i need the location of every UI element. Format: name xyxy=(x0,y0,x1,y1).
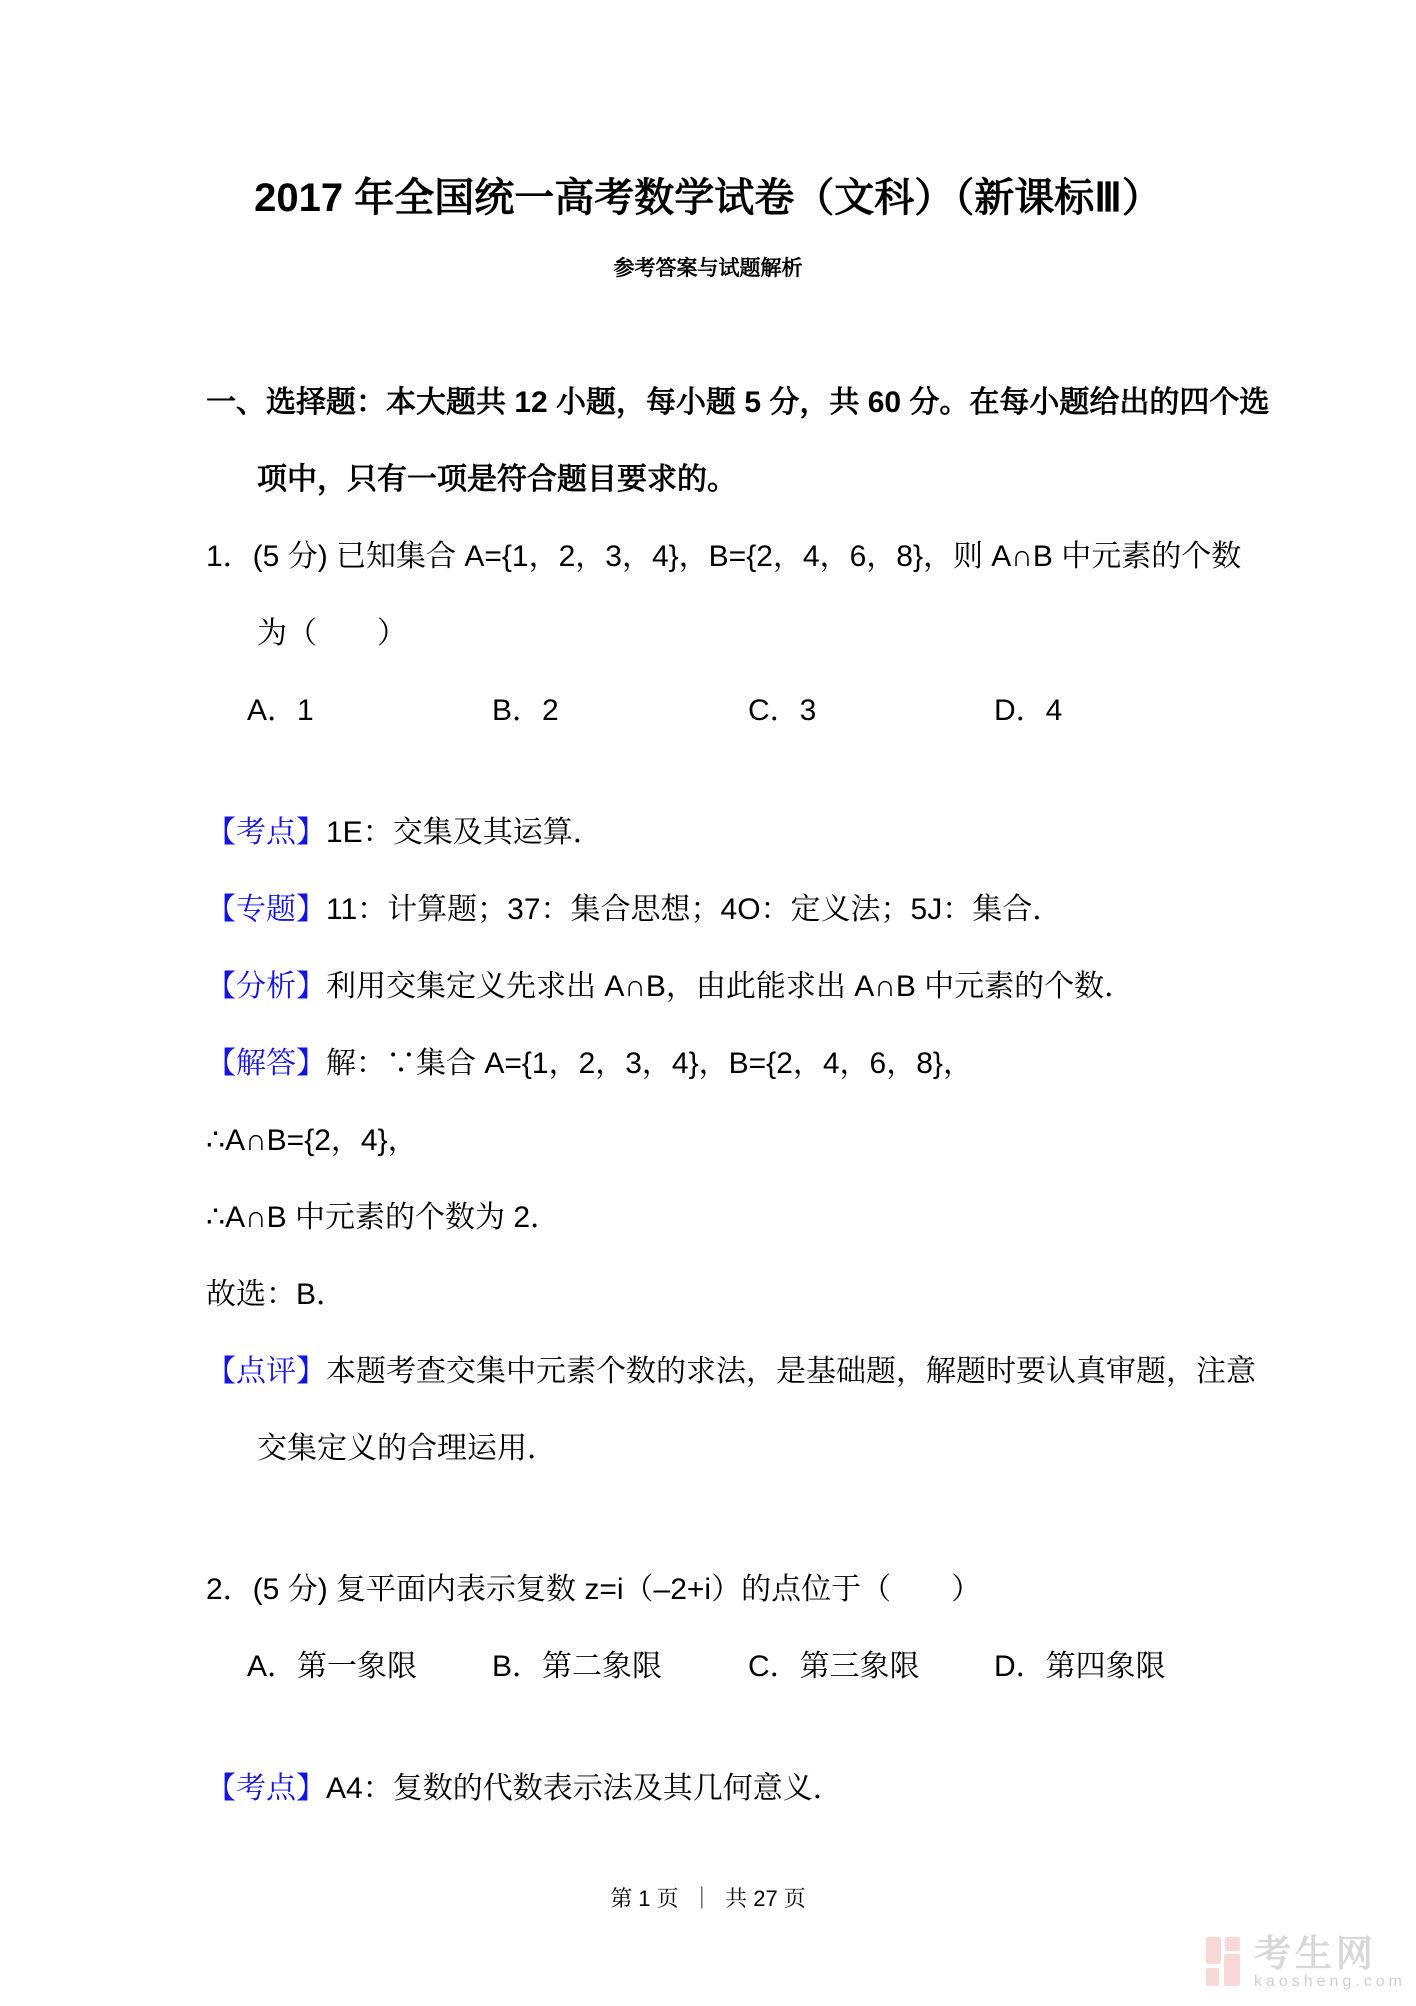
question-2-options xyxy=(206,1628,1230,1705)
q1-solution-step-2: ∴A∩B 中元素的个数为 2． xyxy=(206,1201,561,1234)
spacer xyxy=(206,749,1230,794)
q1-zhuanti-text: 11：计算题；37：集合思想；4O：定义法；5J：集合． xyxy=(326,893,1063,926)
kaosheng-logo-icon xyxy=(1206,1937,1240,1986)
watermark-site-url: kaosheng.com xyxy=(1253,1973,1406,1990)
q1-zhuanti-line xyxy=(206,871,1230,948)
section-header-line-2: 项中，只有一项是符合题目要求的。 xyxy=(257,463,737,496)
q1-jieda-line xyxy=(206,1025,1230,1102)
question-1-option-d: D．4 xyxy=(994,694,1063,727)
spacer xyxy=(206,1487,1230,1551)
q2-kaodian-line xyxy=(206,1750,1230,1827)
q1-dianping-line-2: 交集定义的合理运用． xyxy=(257,1432,557,1465)
jieda-tag: 【解答】 xyxy=(206,1047,326,1080)
logo-block xyxy=(1206,1968,1219,1986)
question-2-option-a: A．第一象限 xyxy=(247,1650,418,1683)
q1-dianping-text-1: 本题考查交集中元素个数的求法，是基础题，解题时要认真审题，注意 xyxy=(326,1355,1256,1388)
logo-block xyxy=(1224,1954,1240,1986)
question-1-stem-line-2: 为（ ） xyxy=(257,617,407,650)
question-1-option-b: B．2 xyxy=(492,694,559,727)
q1-fenxi-text: 利用交集定义先求出 A∩B，由此能求出 A∩B 中元素的个数． xyxy=(326,970,1135,1003)
question-1-option-a: A．1 xyxy=(247,694,314,727)
zhuanti-tag: 【专题】 xyxy=(206,893,326,926)
page-subtitle: 参考答案与试题解析 xyxy=(613,257,803,280)
question-2-stem: 2．(5 分) 复平面内表示复数 z=i（–2+i）的点位于（ ） xyxy=(206,1573,982,1606)
question-2-option-b: B．第二象限 xyxy=(492,1650,663,1683)
q1-fenxi-line xyxy=(206,948,1230,1025)
page-title: 2017 年全国统一高考数学试卷（文科）（新课标Ⅲ） xyxy=(254,176,1162,220)
q1-solution-step-1: ∴A∩B={2，4}， xyxy=(206,1124,418,1157)
dianping-tag: 【点评】 xyxy=(206,1355,326,1388)
fenxi-tag: 【分析】 xyxy=(206,970,326,1003)
question-1-stem-line-1: 1．(5 分) 已知集合 A={1，2，3，4}，B={2，4，6，8}，则 A∩B 中元素的个数 xyxy=(206,540,1242,573)
question-2-option-d: D．第四象限 xyxy=(994,1650,1166,1683)
q2-kaodian-text: A4：复数的代数表示法及其几何意义． xyxy=(326,1772,843,1805)
document-body xyxy=(206,364,1270,1827)
q1-dianping-line-1 xyxy=(206,1333,1256,1410)
logo-block xyxy=(1206,1937,1221,1964)
kaodian-tag: 【考点】 xyxy=(206,1772,326,1805)
question-1-options xyxy=(206,672,1230,749)
question-1-option-c: C．3 xyxy=(748,694,817,727)
q1-jieda-text: 解：∵集合 A={1，2，3，4}，B={2，4，6，8}， xyxy=(326,1047,973,1080)
watermark-text xyxy=(1254,1935,1406,1990)
section-header-line-1: 一、选择题：本大题共 12 小题，每小题 5 分，共 60 分。在每小题给出的四个选 xyxy=(206,386,1270,419)
q1-kaodian-line xyxy=(206,794,1230,871)
q1-kaodian-text: 1E：交集及其运算． xyxy=(326,816,603,849)
question-2-option-c: C．第三象限 xyxy=(748,1650,920,1683)
page-number-footer: 第 1 页 ｜ 共 27 页 xyxy=(610,1886,806,1911)
q1-solution-answer: 故选：B． xyxy=(206,1278,347,1311)
spacer xyxy=(206,1705,1230,1750)
kaosheng-watermark xyxy=(1206,1935,1406,1990)
watermark-site-name: 考生网 xyxy=(1253,1933,1377,1974)
kaodian-tag: 【考点】 xyxy=(206,816,326,849)
logo-block xyxy=(1225,1937,1240,1951)
